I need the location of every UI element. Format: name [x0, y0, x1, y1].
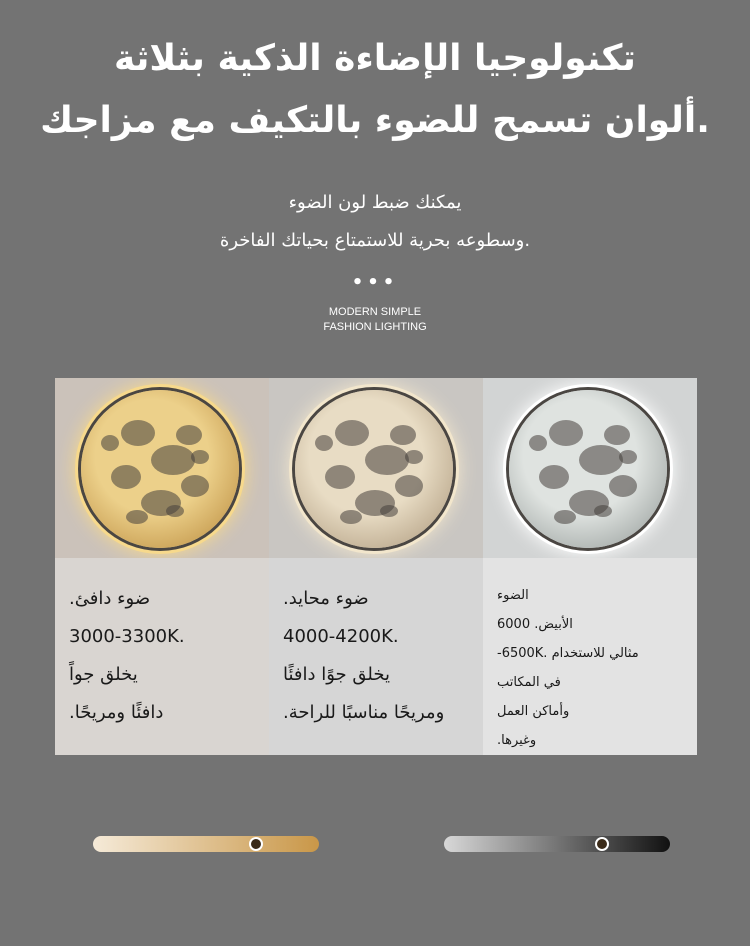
caption-line: .دافئًا ومريحًا: [69, 702, 164, 723]
moon-crater: [619, 450, 637, 464]
light-mode-panels: [55, 378, 697, 755]
moon-crater: [529, 435, 547, 451]
warm-moon-photo: [55, 378, 269, 558]
moon-crater: [315, 435, 333, 451]
moon-crater: [340, 510, 362, 524]
caption-line: .ومريحًا مناسبًا للراحة: [283, 702, 445, 723]
moon-crater: [191, 450, 209, 464]
moon-crater: [121, 420, 155, 446]
caption-line: 3000-3300K.: [69, 626, 185, 647]
caption-line: الأبيض. 6000: [497, 617, 573, 632]
moon-crater: [549, 420, 583, 446]
caption-line: .وغيرها: [497, 733, 537, 748]
tagline-line-1: MODERN SIMPLE: [328, 306, 422, 318]
neutral-caption: [269, 558, 483, 755]
sub-heading-line-1: يمكنك ضبط لون الضوء: [288, 192, 462, 213]
moon-lamp-image: [509, 390, 667, 548]
moon-crater: [101, 435, 119, 451]
caption-line: يخلق جواً: [69, 664, 138, 685]
sub-heading: [60, 184, 690, 260]
moon-crater: [539, 465, 569, 489]
dots-divider: •••: [351, 272, 399, 293]
caption-line: يخلق جوًا دافئًا: [283, 664, 391, 685]
caption-line: .ضوء محايد: [283, 588, 369, 609]
moon-crater: [390, 425, 416, 445]
sub-heading-line-2: .وسطوعه بحرية للاستمتاع بحياتك الفاخرة: [219, 230, 531, 251]
moon-crater: [325, 465, 355, 489]
moon-crater: [579, 445, 623, 475]
caption-line: -6500K. مثالي للاستخدام: [497, 646, 639, 661]
cool-color-slider[interactable]: [444, 836, 670, 852]
caption-line: .ضوء دافئ: [69, 588, 151, 609]
caption-line: الضوء: [497, 588, 529, 603]
slider-knob[interactable]: [249, 837, 263, 851]
caption-line: 4000-4200K.: [283, 626, 399, 647]
caption-line: في المكاتب: [497, 675, 561, 690]
moon-crater: [604, 425, 630, 445]
moon-crater: [181, 475, 209, 497]
caption-line: وأماكن العمل: [497, 704, 570, 719]
moon-crater: [405, 450, 423, 464]
main-heading-line-2: .ألوان تسمح للضوء بالتكيف مع مزاجك: [40, 100, 710, 141]
moon-crater: [151, 445, 195, 475]
warm-color-slider[interactable]: [93, 836, 319, 852]
moon-crater: [126, 510, 148, 524]
warm-caption: [55, 558, 269, 755]
panel-warm: [55, 378, 269, 755]
moon-crater: [111, 465, 141, 489]
panel-neutral: [269, 378, 483, 755]
moon-crater: [395, 475, 423, 497]
moon-crater: [335, 420, 369, 446]
main-heading-line-1: تكنولوجيا الإضاءة الذكية بثلاثة: [114, 38, 636, 79]
panel-white: [483, 378, 697, 755]
tagline-line-2: FASHION LIGHTING: [323, 321, 427, 333]
moon-crater: [609, 475, 637, 497]
main-heading: [40, 28, 710, 152]
slider-knob[interactable]: [595, 837, 609, 851]
white-caption: [483, 558, 697, 755]
moon-crater: [365, 445, 409, 475]
moon-crater: [554, 510, 576, 524]
moon-crater: [594, 505, 612, 517]
moon-lamp-image: [81, 390, 239, 548]
neutral-moon-photo: [269, 378, 483, 558]
tagline: [0, 305, 750, 335]
moon-lamp-image: [295, 390, 453, 548]
moon-crater: [176, 425, 202, 445]
moon-crater: [380, 505, 398, 517]
moon-crater: [166, 505, 184, 517]
white-moon-photo: [483, 378, 697, 558]
